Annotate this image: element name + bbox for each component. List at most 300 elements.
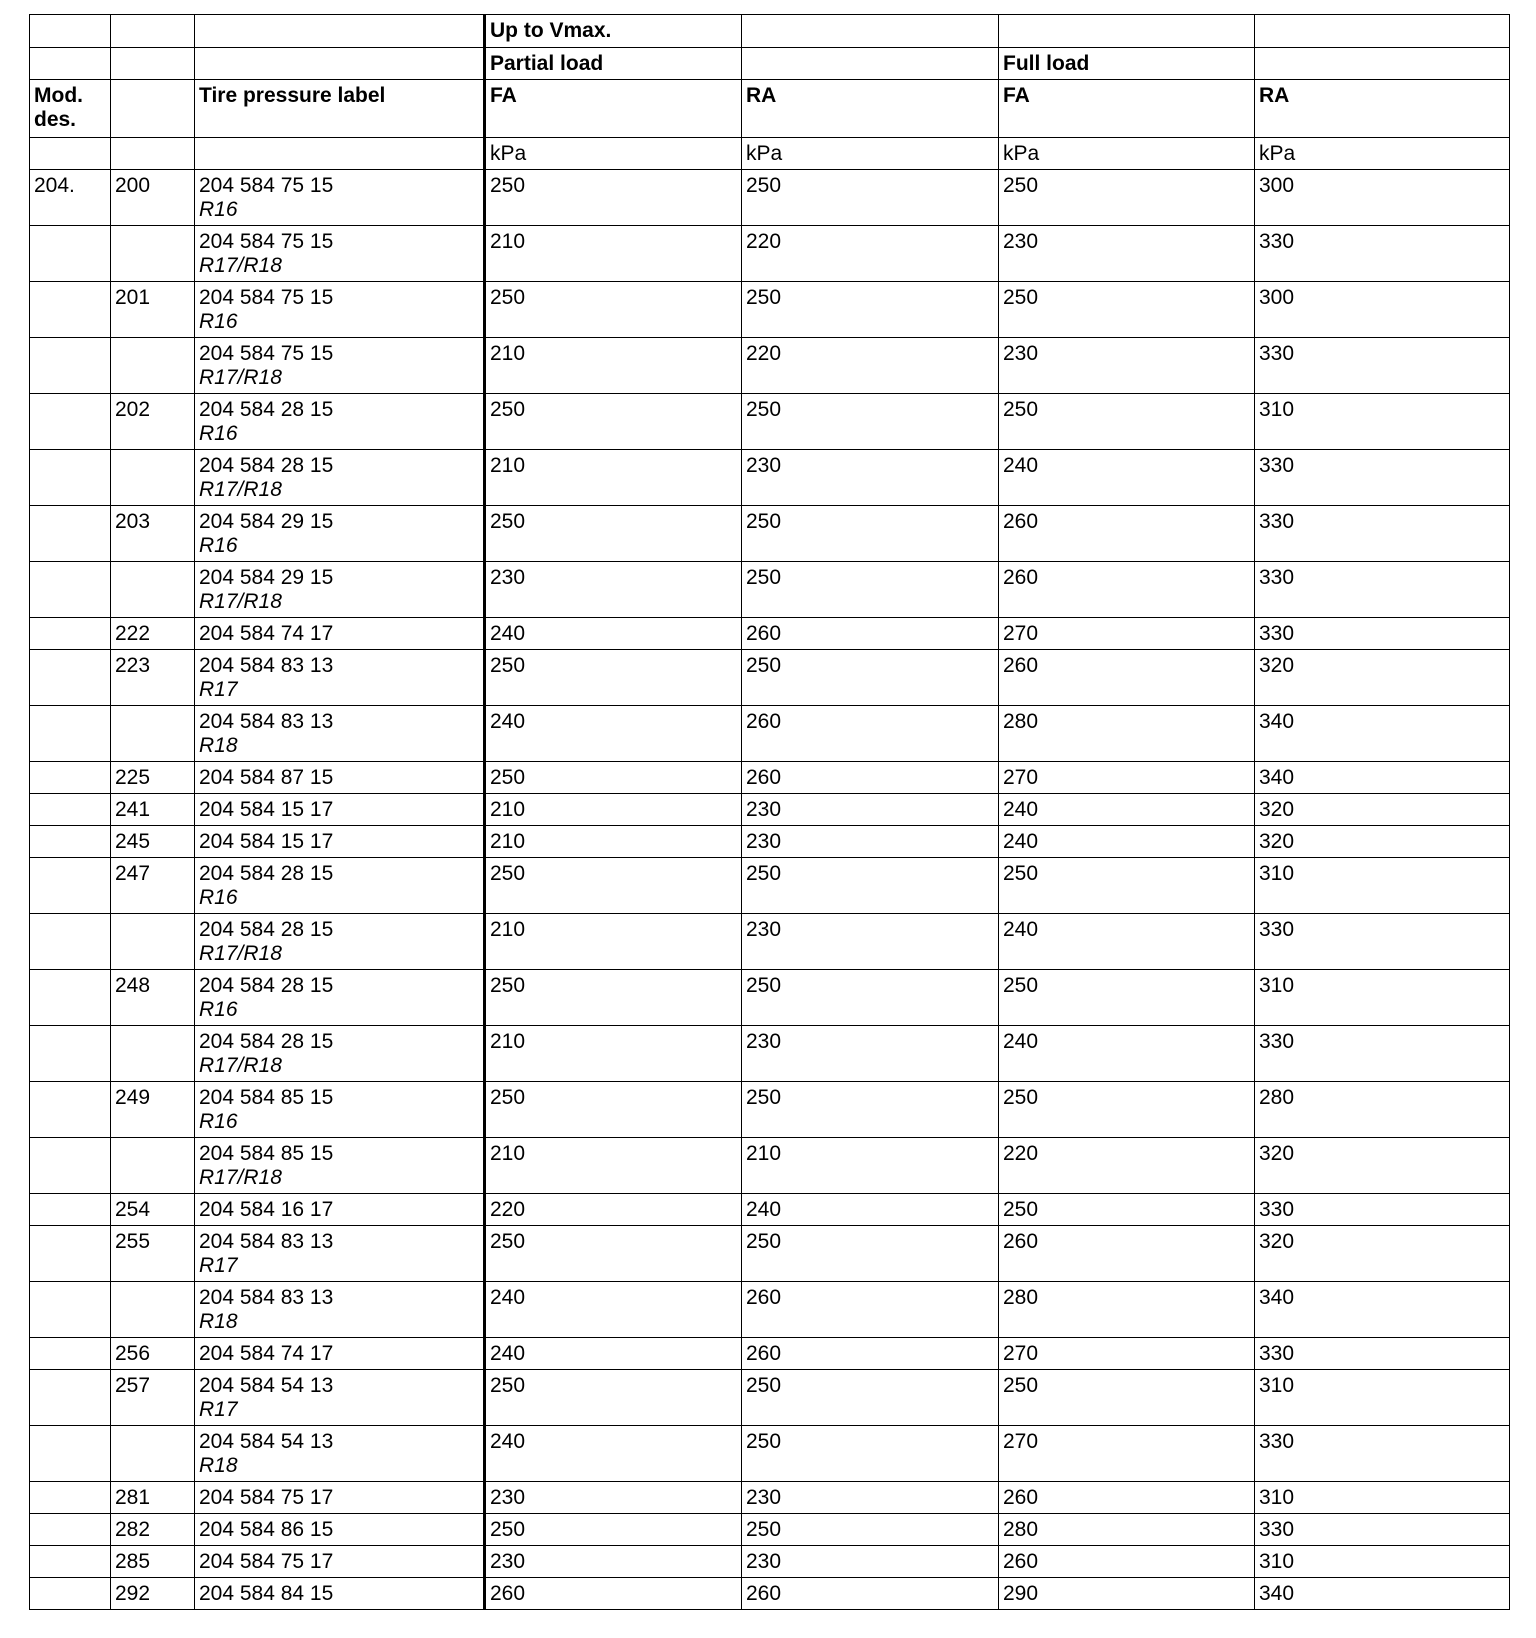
table-row bbox=[30, 1194, 1510, 1226]
rim-size: R16 bbox=[199, 198, 238, 221]
tire-label-cell bbox=[195, 1482, 485, 1514]
fa-full-value: 240 bbox=[999, 450, 1255, 506]
tire-label-cell bbox=[195, 562, 485, 618]
mod-des-cell bbox=[30, 338, 111, 394]
header-cell bbox=[742, 48, 999, 80]
model-code-cell: 292 bbox=[111, 1578, 195, 1610]
fa-full-value: 260 bbox=[999, 506, 1255, 562]
table-row bbox=[30, 282, 1510, 338]
ra-full-value: 340 bbox=[1255, 706, 1510, 762]
rim-size: R17 bbox=[199, 1254, 238, 1277]
fa-full-value: 250 bbox=[999, 1370, 1255, 1426]
ra-partial-value: 260 bbox=[742, 1578, 999, 1610]
ra-partial-value: 220 bbox=[742, 338, 999, 394]
model-code-cell: 257 bbox=[111, 1370, 195, 1426]
model-code-cell: 282 bbox=[111, 1514, 195, 1546]
ra-full-value: 330 bbox=[1255, 1026, 1510, 1082]
unit-label: kPa bbox=[742, 138, 999, 170]
tire-label-cell bbox=[195, 1138, 485, 1194]
tire-label-number: 204 584 83 13 bbox=[199, 654, 334, 677]
table-row bbox=[30, 762, 1510, 794]
header-cell bbox=[1255, 48, 1510, 80]
table-row bbox=[30, 226, 1510, 282]
rim-size: R17/R18 bbox=[199, 942, 282, 965]
header-cell bbox=[195, 15, 485, 48]
ra-partial-value: 260 bbox=[742, 618, 999, 650]
table-row bbox=[30, 1338, 1510, 1370]
fa-full-value: 260 bbox=[999, 562, 1255, 618]
fa-partial-value: 250 bbox=[485, 394, 742, 450]
mod-des-cell bbox=[30, 914, 111, 970]
fa-partial-value: 210 bbox=[485, 450, 742, 506]
tire-label-number: 204 584 85 15 bbox=[199, 1086, 334, 1109]
tire-label-cell bbox=[195, 1338, 485, 1370]
ra-partial-value: 250 bbox=[742, 1370, 999, 1426]
fa-partial-value: 250 bbox=[485, 506, 742, 562]
model-code-cell bbox=[111, 1426, 195, 1482]
table-row bbox=[30, 506, 1510, 562]
fa-partial-value: 260 bbox=[485, 1578, 742, 1610]
model-code-cell: 241 bbox=[111, 794, 195, 826]
table-row bbox=[30, 706, 1510, 762]
fa-full-value: 260 bbox=[999, 650, 1255, 706]
mod-des-cell bbox=[30, 1578, 111, 1610]
fa-full-value: 230 bbox=[999, 226, 1255, 282]
ra-partial-value: 260 bbox=[742, 1282, 999, 1338]
fa-partial-value: 230 bbox=[485, 1482, 742, 1514]
header-cell bbox=[111, 15, 195, 48]
table-row bbox=[30, 1226, 1510, 1282]
ra-partial-value: 230 bbox=[742, 1026, 999, 1082]
model-code-cell: 247 bbox=[111, 858, 195, 914]
ra-partial-value: 230 bbox=[742, 914, 999, 970]
table-row bbox=[30, 914, 1510, 970]
fa-full-value: 260 bbox=[999, 1226, 1255, 1282]
tire-label-cell bbox=[195, 914, 485, 970]
fa-full-value: 250 bbox=[999, 1194, 1255, 1226]
model-code-cell bbox=[111, 226, 195, 282]
tire-label-number: 204 584 86 15 bbox=[199, 1518, 334, 1541]
tire-label-number: 204 584 29 15 bbox=[199, 566, 334, 589]
header-row-units bbox=[30, 138, 1510, 170]
ra-full-value: 320 bbox=[1255, 826, 1510, 858]
model-code-cell bbox=[111, 450, 195, 506]
fa-partial-value: 250 bbox=[485, 1370, 742, 1426]
tire-label-number: 204 584 84 15 bbox=[199, 1582, 334, 1605]
fa-full-value: 250 bbox=[999, 170, 1255, 226]
table-row bbox=[30, 650, 1510, 706]
tire-label-number: 204 584 83 13 bbox=[199, 1230, 334, 1253]
tire-label-cell bbox=[195, 618, 485, 650]
ra-full-value: 310 bbox=[1255, 1482, 1510, 1514]
tire-label-number: 204 584 28 15 bbox=[199, 454, 334, 477]
header-cell bbox=[111, 48, 195, 80]
tire-label-cell bbox=[195, 450, 485, 506]
mod-des-cell bbox=[30, 794, 111, 826]
tire-label-number: 204 584 15 17 bbox=[199, 798, 334, 821]
table-row bbox=[30, 794, 1510, 826]
tire-label-number: 204 584 54 13 bbox=[199, 1430, 334, 1453]
tire-label-number: 204 584 83 13 bbox=[199, 1286, 334, 1309]
tire-label-number: 204 584 75 17 bbox=[199, 1550, 334, 1573]
model-code-cell: 223 bbox=[111, 650, 195, 706]
ra-partial-value: 250 bbox=[742, 1426, 999, 1482]
table-row bbox=[30, 1282, 1510, 1338]
ra-full-value: 310 bbox=[1255, 970, 1510, 1026]
rim-size: R16 bbox=[199, 422, 238, 445]
fa-full-value: 250 bbox=[999, 858, 1255, 914]
fa-full-value: 230 bbox=[999, 338, 1255, 394]
ra-partial-value: 250 bbox=[742, 1226, 999, 1282]
ra-partial-value: 230 bbox=[742, 1546, 999, 1578]
mod-des-cell bbox=[30, 1194, 111, 1226]
fa-full-value: 240 bbox=[999, 1026, 1255, 1082]
tire-label-cell bbox=[195, 506, 485, 562]
mod-des-cell bbox=[30, 1546, 111, 1578]
rim-size: R17/R18 bbox=[199, 366, 282, 389]
model-code-cell bbox=[111, 914, 195, 970]
ra-partial-value: 230 bbox=[742, 450, 999, 506]
ra-full-value: 330 bbox=[1255, 562, 1510, 618]
tire-label-cell bbox=[195, 858, 485, 914]
ra-partial-value: 250 bbox=[742, 170, 999, 226]
tire-label-number: 204 584 74 17 bbox=[199, 622, 334, 645]
fa-full-value: 270 bbox=[999, 1338, 1255, 1370]
tire-label-cell bbox=[195, 170, 485, 226]
rim-size: R17/R18 bbox=[199, 590, 282, 613]
mod-des-cell bbox=[30, 1226, 111, 1282]
table-row bbox=[30, 170, 1510, 226]
table-row bbox=[30, 1514, 1510, 1546]
header-cell bbox=[111, 80, 195, 138]
ra-partial-value: 220 bbox=[742, 226, 999, 282]
rim-size: R16 bbox=[199, 998, 238, 1021]
model-code-cell bbox=[111, 338, 195, 394]
ra-full-value: 330 bbox=[1255, 338, 1510, 394]
ra-partial-value: 260 bbox=[742, 1338, 999, 1370]
header-cell bbox=[195, 138, 485, 170]
fa-full-value: 260 bbox=[999, 1546, 1255, 1578]
mod-des-cell bbox=[30, 826, 111, 858]
tire-label-cell bbox=[195, 1370, 485, 1426]
fa-full-value: 270 bbox=[999, 762, 1255, 794]
table-row bbox=[30, 970, 1510, 1026]
fa-partial-value: 210 bbox=[485, 826, 742, 858]
tire-label-cell bbox=[195, 1282, 485, 1338]
mod-des-cell bbox=[30, 450, 111, 506]
ra-full-value: 320 bbox=[1255, 794, 1510, 826]
ra-full-value: 300 bbox=[1255, 170, 1510, 226]
fa-partial-value: 210 bbox=[485, 794, 742, 826]
tire-label-cell bbox=[195, 706, 485, 762]
model-code-cell: 202 bbox=[111, 394, 195, 450]
tire-label-cell bbox=[195, 338, 485, 394]
tire-label-number: 204 584 16 17 bbox=[199, 1198, 334, 1221]
header-cell bbox=[111, 138, 195, 170]
rim-size: R17 bbox=[199, 1398, 238, 1421]
mod-des-cell bbox=[30, 1282, 111, 1338]
fa-full-value: 260 bbox=[999, 1482, 1255, 1514]
ra-full-value: 330 bbox=[1255, 506, 1510, 562]
mod-des-cell bbox=[30, 618, 111, 650]
mod-des-cell bbox=[30, 1370, 111, 1426]
fa-partial-value: 250 bbox=[485, 1226, 742, 1282]
mod-des-cell bbox=[30, 970, 111, 1026]
tire-label-number: 204 584 83 13 bbox=[199, 710, 334, 733]
mod-des-cell bbox=[30, 1138, 111, 1194]
document-page bbox=[29, 14, 1509, 1610]
tire-label-number: 204 584 75 15 bbox=[199, 342, 334, 365]
tire-label-number: 204 584 85 15 bbox=[199, 1142, 334, 1165]
fa-partial-value: 240 bbox=[485, 1426, 742, 1482]
tire-label-number: 204 584 75 15 bbox=[199, 174, 334, 197]
tire-label-cell bbox=[195, 762, 485, 794]
ra-full-value: 320 bbox=[1255, 1138, 1510, 1194]
fa-full-value: 250 bbox=[999, 282, 1255, 338]
tire-label-number: 204 584 75 17 bbox=[199, 1486, 334, 1509]
fa-partial-value: 250 bbox=[485, 858, 742, 914]
fa-full-value: 280 bbox=[999, 706, 1255, 762]
tire-label-cell bbox=[195, 1026, 485, 1082]
header-cell bbox=[1255, 15, 1510, 48]
mod-des-heading: Mod. des. bbox=[30, 80, 111, 138]
tire-label-number: 204 584 28 15 bbox=[199, 1030, 334, 1053]
model-code-cell: 222 bbox=[111, 618, 195, 650]
mod-des-cell bbox=[30, 226, 111, 282]
tire-label-cell bbox=[195, 226, 485, 282]
model-code-cell bbox=[111, 562, 195, 618]
fa-partial-value: 240 bbox=[485, 1338, 742, 1370]
header-cell bbox=[999, 15, 1255, 48]
fa-full-value: 250 bbox=[999, 970, 1255, 1026]
table-row bbox=[30, 858, 1510, 914]
table-row bbox=[30, 1370, 1510, 1426]
mod-des-cell bbox=[30, 1482, 111, 1514]
ra-full-value: 340 bbox=[1255, 762, 1510, 794]
tire-label-number: 204 584 28 15 bbox=[199, 918, 334, 941]
ra-full-value: 310 bbox=[1255, 394, 1510, 450]
mod-des-cell bbox=[30, 650, 111, 706]
fa-partial-value: 230 bbox=[485, 562, 742, 618]
ra-partial-value: 250 bbox=[742, 394, 999, 450]
fa-full-value: 240 bbox=[999, 826, 1255, 858]
tire-label-number: 204 584 28 15 bbox=[199, 862, 334, 885]
rim-size: R17/R18 bbox=[199, 1054, 282, 1077]
ra-partial-value: 250 bbox=[742, 506, 999, 562]
model-code-cell: 249 bbox=[111, 1082, 195, 1138]
tire-label-number: 204 584 75 15 bbox=[199, 230, 334, 253]
table-row bbox=[30, 562, 1510, 618]
ra-partial-value: 250 bbox=[742, 1514, 999, 1546]
ra-full-value: 330 bbox=[1255, 1194, 1510, 1226]
header-cell bbox=[30, 138, 111, 170]
fa-partial-value: 220 bbox=[485, 1194, 742, 1226]
rim-size: R18 bbox=[199, 1454, 238, 1477]
table-row bbox=[30, 1138, 1510, 1194]
tire-label-cell bbox=[195, 970, 485, 1026]
tire-pressure-table bbox=[29, 14, 1510, 1610]
ra-partial-value: 230 bbox=[742, 1482, 999, 1514]
header-cell bbox=[30, 48, 111, 80]
model-code-cell bbox=[111, 1282, 195, 1338]
tire-label-number: 204 584 28 15 bbox=[199, 398, 334, 421]
ra-partial-value: 250 bbox=[742, 1082, 999, 1138]
tire-label-number: 204 584 54 13 bbox=[199, 1374, 334, 1397]
table-row bbox=[30, 618, 1510, 650]
ra-full-value: 310 bbox=[1255, 858, 1510, 914]
ra-full-value: 330 bbox=[1255, 618, 1510, 650]
tire-pressure-label-heading: Tire pressure label bbox=[195, 80, 485, 138]
fa-partial-value: 250 bbox=[485, 762, 742, 794]
model-code-cell: 245 bbox=[111, 826, 195, 858]
mod-des-cell: 204. bbox=[30, 170, 111, 226]
header-row-vmax bbox=[30, 15, 1510, 48]
ra-full-value: 330 bbox=[1255, 1338, 1510, 1370]
fa-partial-value: 210 bbox=[485, 226, 742, 282]
partial-load-heading: Partial load bbox=[485, 48, 742, 80]
ra-full-value: 340 bbox=[1255, 1578, 1510, 1610]
fa-partial-value: 210 bbox=[485, 338, 742, 394]
mod-des-cell bbox=[30, 1426, 111, 1482]
tire-label-cell bbox=[195, 650, 485, 706]
fa-partial-value: 250 bbox=[485, 170, 742, 226]
fa-partial-value: 210 bbox=[485, 1026, 742, 1082]
ra-partial-value: 250 bbox=[742, 282, 999, 338]
tire-label-number: 204 584 87 15 bbox=[199, 766, 334, 789]
tire-label-cell bbox=[195, 394, 485, 450]
model-code-cell: 281 bbox=[111, 1482, 195, 1514]
tire-label-cell bbox=[195, 1426, 485, 1482]
fa-full-value: 270 bbox=[999, 618, 1255, 650]
ra-partial-value: 260 bbox=[742, 762, 999, 794]
ra-full-value: 320 bbox=[1255, 650, 1510, 706]
rim-size: R17/R18 bbox=[199, 1166, 282, 1189]
table-row bbox=[30, 1546, 1510, 1578]
ra-full-heading: RA bbox=[1255, 80, 1510, 138]
ra-full-value: 330 bbox=[1255, 1514, 1510, 1546]
header-cell bbox=[195, 48, 485, 80]
table-row bbox=[30, 826, 1510, 858]
ra-full-value: 330 bbox=[1255, 1426, 1510, 1482]
fa-partial-value: 250 bbox=[485, 1514, 742, 1546]
tire-label-cell bbox=[195, 1226, 485, 1282]
ra-partial-heading: RA bbox=[742, 80, 999, 138]
model-code-cell: 201 bbox=[111, 282, 195, 338]
model-code-cell: 256 bbox=[111, 1338, 195, 1370]
tire-label-cell bbox=[195, 1546, 485, 1578]
tire-label-cell bbox=[195, 826, 485, 858]
tire-label-cell bbox=[195, 794, 485, 826]
header-cell bbox=[742, 15, 999, 48]
fa-partial-value: 210 bbox=[485, 1138, 742, 1194]
model-code-cell: 200 bbox=[111, 170, 195, 226]
rim-size: R16 bbox=[199, 310, 238, 333]
tire-label-number: 204 584 15 17 bbox=[199, 830, 334, 853]
header-cell bbox=[30, 15, 111, 48]
mod-des-cell bbox=[30, 506, 111, 562]
fa-full-value: 280 bbox=[999, 1282, 1255, 1338]
rim-size: R18 bbox=[199, 734, 238, 757]
tire-label-number: 204 584 75 15 bbox=[199, 286, 334, 309]
ra-full-value: 330 bbox=[1255, 914, 1510, 970]
ra-partial-value: 250 bbox=[742, 562, 999, 618]
rim-size: R18 bbox=[199, 1310, 238, 1333]
rim-size: R17 bbox=[199, 678, 238, 701]
ra-partial-value: 250 bbox=[742, 858, 999, 914]
up-to-vmax-heading: Up to Vmax. bbox=[485, 15, 742, 48]
table-row bbox=[30, 1026, 1510, 1082]
fa-full-value: 270 bbox=[999, 1426, 1255, 1482]
tire-label-cell bbox=[195, 1578, 485, 1610]
mod-des-cell bbox=[30, 562, 111, 618]
fa-full-value: 280 bbox=[999, 1514, 1255, 1546]
tire-label-number: 204 584 29 15 bbox=[199, 510, 334, 533]
fa-partial-heading: FA bbox=[485, 80, 742, 138]
unit-label: kPa bbox=[999, 138, 1255, 170]
model-code-cell: 203 bbox=[111, 506, 195, 562]
fa-full-value: 240 bbox=[999, 794, 1255, 826]
ra-full-value: 300 bbox=[1255, 282, 1510, 338]
fa-partial-value: 250 bbox=[485, 970, 742, 1026]
tire-label-cell bbox=[195, 1514, 485, 1546]
rim-size: R17/R18 bbox=[199, 478, 282, 501]
model-code-cell bbox=[111, 706, 195, 762]
rim-size: R16 bbox=[199, 1110, 238, 1133]
model-code-cell: 255 bbox=[111, 1226, 195, 1282]
tire-label-cell bbox=[195, 1082, 485, 1138]
fa-partial-value: 250 bbox=[485, 282, 742, 338]
mod-des-cell bbox=[30, 762, 111, 794]
model-code-cell: 254 bbox=[111, 1194, 195, 1226]
table-row bbox=[30, 1082, 1510, 1138]
fa-full-value: 220 bbox=[999, 1138, 1255, 1194]
full-load-heading: Full load bbox=[999, 48, 1255, 80]
fa-partial-value: 250 bbox=[485, 1082, 742, 1138]
unit-label: kPa bbox=[485, 138, 742, 170]
rim-size: R16 bbox=[199, 886, 238, 909]
fa-partial-value: 250 bbox=[485, 650, 742, 706]
fa-partial-value: 240 bbox=[485, 1282, 742, 1338]
ra-full-value: 310 bbox=[1255, 1370, 1510, 1426]
mod-des-cell bbox=[30, 706, 111, 762]
ra-full-value: 320 bbox=[1255, 1226, 1510, 1282]
mod-des-cell bbox=[30, 1026, 111, 1082]
table-row bbox=[30, 1426, 1510, 1482]
ra-full-value: 280 bbox=[1255, 1082, 1510, 1138]
tire-label-cell bbox=[195, 1194, 485, 1226]
model-code-cell bbox=[111, 1026, 195, 1082]
header-row-load bbox=[30, 48, 1510, 80]
fa-full-heading: FA bbox=[999, 80, 1255, 138]
ra-partial-value: 230 bbox=[742, 794, 999, 826]
tire-label-number: 204 584 28 15 bbox=[199, 974, 334, 997]
fa-full-value: 250 bbox=[999, 1082, 1255, 1138]
table-row bbox=[30, 450, 1510, 506]
ra-full-value: 330 bbox=[1255, 226, 1510, 282]
rim-size: R16 bbox=[199, 534, 238, 557]
rim-size: R17/R18 bbox=[199, 254, 282, 277]
mod-des-cell bbox=[30, 1082, 111, 1138]
fa-partial-value: 210 bbox=[485, 914, 742, 970]
ra-partial-value: 210 bbox=[742, 1138, 999, 1194]
mod-des-cell bbox=[30, 394, 111, 450]
ra-partial-value: 250 bbox=[742, 970, 999, 1026]
model-code-cell: 248 bbox=[111, 970, 195, 1026]
ra-full-value: 330 bbox=[1255, 450, 1510, 506]
tire-label-cell bbox=[195, 282, 485, 338]
fa-partial-value: 230 bbox=[485, 1546, 742, 1578]
fa-full-value: 290 bbox=[999, 1578, 1255, 1610]
